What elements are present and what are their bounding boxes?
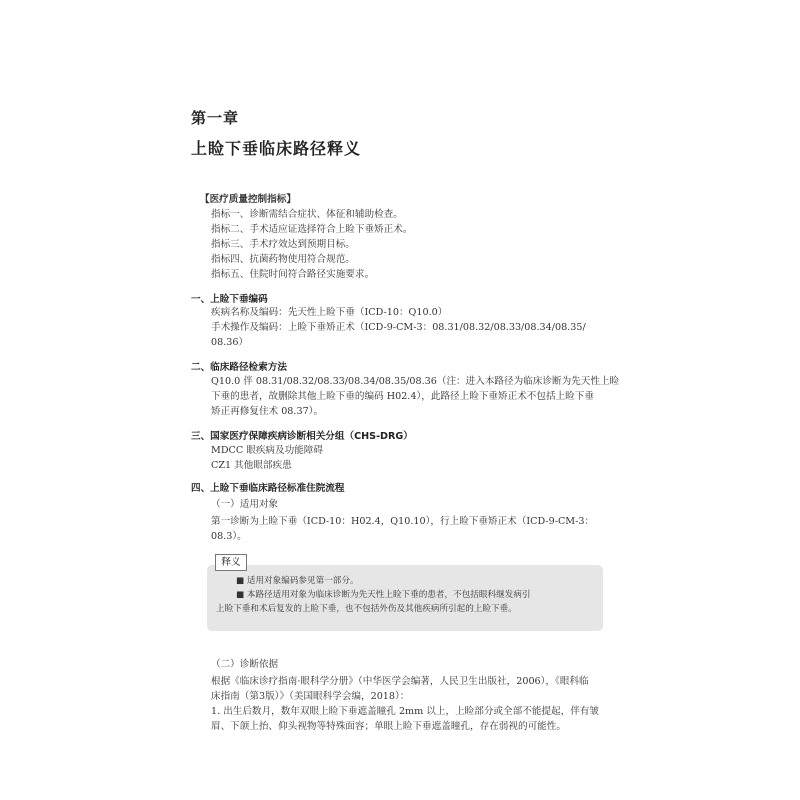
annotation-tag: 释义: [215, 554, 247, 571]
paragraph-line: 矫正再修复住术 08.37）。: [211, 406, 324, 417]
annotation-line: ■ 本路径适用对象为临床诊断为先天性上睑下垂的患者，不包括眼科继发病引: [236, 590, 531, 600]
subsection-heading: （二）诊断依据: [211, 659, 279, 670]
quality-item: 指标三、手术疗效达到预期目标。: [211, 239, 355, 250]
paragraph-line: 根据《临床诊疗指南·眼科学分册》（中华医学会编著，人民卫生出版社，2006），《眼科临: [211, 676, 589, 687]
section-heading: 一、上睑下垂编码: [191, 294, 268, 305]
annotation-line: 上睑下垂和术后复发的上睑下垂，也不包括外伤及其他疾病所引起的上睑下垂。: [216, 604, 517, 614]
paragraph-line: 床指南（第3版）》（美国眼科学会编，2018）：: [211, 691, 410, 702]
subsection-heading: （一）适用对象: [211, 499, 279, 510]
quality-item: 指标一、诊断需结合症状、体征和辅助检查。: [211, 209, 403, 220]
paragraph-line: 第一诊断为上睑下垂（ICD-10：H02.4，Q10.10），行上睑下垂矫正术（ICD-9-CM-3：: [211, 516, 595, 527]
paragraph-line: 眉、下颌上抬、仰头视物等特殊面容；单眼上睑下垂遮盖瞳孔，存在弱视的可能性。: [211, 721, 566, 732]
section-heading: 四、上睑下垂临床路径标准住院流程: [191, 483, 345, 494]
annotation-line: ■ 适用对象编码参见第一部分。: [236, 576, 359, 586]
paragraph-line: Q10.0 伴 08.31/08.32/08.33/08.34/08.35/08.36（注：进入本路径为临床诊断为先天性上睑: [211, 376, 620, 387]
quality-heading: 【医疗质量控制指标】: [200, 194, 296, 205]
paragraph-line: 手术操作及编码：上睑下垂矫正术（ICD-9-CM-3：08.31/08.32/08.33/08.34/08.35/: [211, 322, 586, 333]
paragraph-line: CZ1 其他眼部疾患: [211, 460, 292, 471]
section-heading: 二、临床路径检索方法: [191, 362, 287, 373]
quality-item: 指标二、手术适应证选择符合上睑下垂矫正术。: [211, 224, 413, 235]
section-heading: 三、国家医疗保障疾病诊断相关分组（CHS-DRG）: [191, 431, 413, 442]
paragraph-line: MDCC 眼疾病及功能障碍: [211, 445, 323, 456]
paragraph-line: 08.3）。: [211, 531, 247, 542]
quality-item: 指标五、住院时间符合路径实施要求。: [211, 269, 375, 280]
paragraph-line: 1. 出生后数月，数年双眼上睑下垂遮盖瞳孔 2mm 以上，上睑部分或全部不能提起，伴有皱: [211, 706, 599, 717]
chapter-label: 第一章: [191, 109, 240, 127]
paragraph-line: 疾病名称及编码：先天性上睑下垂（ICD-10：Q10.0）: [211, 307, 448, 318]
quality-item: 指标四、抗菌药物使用符合规范。: [211, 254, 355, 265]
paragraph-line: 08.36）: [211, 337, 249, 348]
chapter-title: 上睑下垂临床路径释义: [191, 139, 362, 158]
paragraph-line: 下垂的患者，故删除其他上睑下垂的编码 H02.4），此路径上睑下垂矫正术不包括上睑下垂: [211, 391, 594, 402]
